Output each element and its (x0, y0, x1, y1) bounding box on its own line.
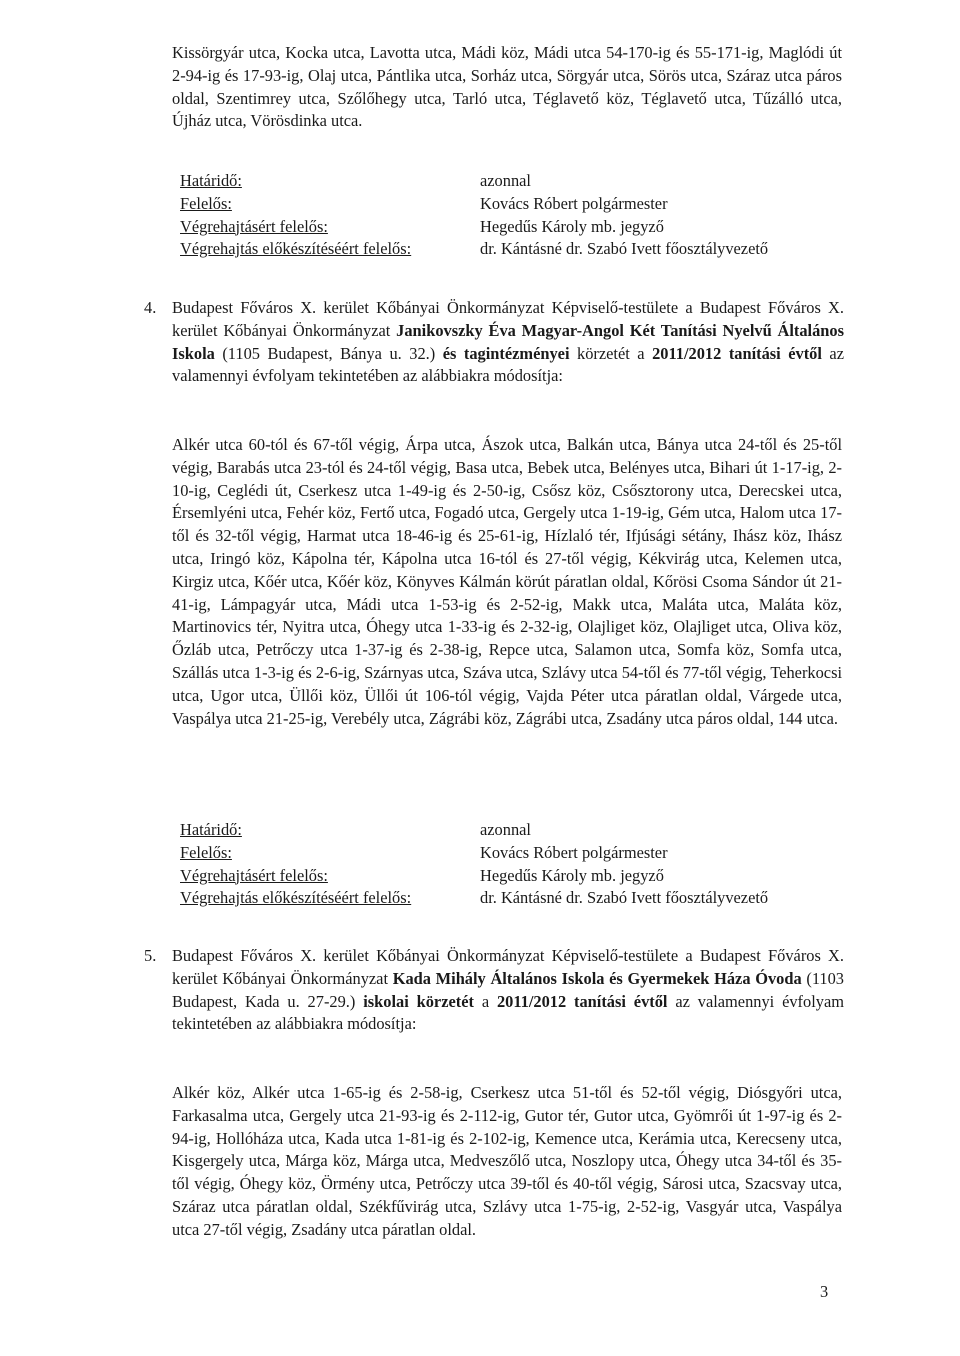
deadline-value: azonnal (480, 171, 531, 190)
execution-responsible-row (180, 865, 860, 888)
school-name: Kada Mihály Általános Iskola és Gyermekek Háza Óvoda (392, 968, 802, 988)
resolution-item-4 (144, 297, 844, 388)
item-text: a (473, 991, 497, 1011)
preparation-responsible-row (180, 887, 860, 910)
deadline-row (180, 170, 860, 193)
item-number: 5. (144, 946, 157, 965)
preparation-responsible-value: dr. Kántásné dr. Szabó Ivett főosztályvezető (480, 888, 769, 908)
responsible-row (180, 842, 860, 865)
school-year: 2011/2012 tanítási évtől (496, 991, 668, 1011)
responsibility-block-2 (180, 819, 860, 910)
school-address: (1103 Budapest, Kada u. 27-29.) (172, 968, 844, 1011)
item-4-street-list: Alkér utca 60-tól és 67-től végig, Árpa utca, Ászok utca, Balkán utca, Bánya utca 24-től és 25-től végig, Barabás utca 23-tól és 24-től végig, Basa utca, Bebek utca, Belényes utca, Bihari út 1-17-ig, 2-10-ig, Ceglédi út, Cserkesz utca 1-49-ig és 2-50-ig, Csősz köz, Csősztorony utca, Derecskei utca, Érsemlyéni utca, Fehér köz, Fertő utca, Fogadó utca, Gergely utca 1-19-ig, Gém utca, Halom utca 17-től és 32-től végig, Harmat utca 18-46-ig és 25-61-ig, Hízlaló tér, Ifjúsági sétány, Ihász köz, Ihász utca, Iringó köz, Kápolna tér, Kápolna utca 16-tól és 27-től végig, Kékvirág utca, Kelemen utca, Kirgiz utca, Kőér utca, Kőér köz, Könyves Kálmán körút páratlan oldal, Kőrösi Csoma Sándor út 21-41-ig, Lámpagyár utca, Mádi utca 1-53-ig és 2-52-ig, Makk utca, Maláta utca, Maláta köz, Martinovics tér, Nyitra utca, Óhegy utca 1-33-ig és 2-32-ig, Olajliget köz, Olajliget utca, Oliva köz, Őzláb utca, Petrőczy utca 1-37-ig és 2-38-ig, Repce utca, Salamon utca, Somfa köz, Somfa utca, Szállás utca 1-3-ig és 2-6-ig, Szárnyas utca, Száva utca, Szlávy utca 54-től és 77-től végig, Teherkocsi utca, Ugor utca, Üllői köz, Üllői út 106-tól végig, Vajda Péter utca páratlan oldal, Várgede utca, Vaspálya utca 21-25-ig, Verebély utca, Zágrábi köz, Zágrábi utca, Zsadány utca páros oldal, 144 utca. (172, 435, 842, 728)
continuation-street-list: Kissörgyár utca, Kocka utca, Lavotta utca, Mádi köz, Mádi utca 54-170-ig és 55-171-ig, Maglódi út 2-94-ig és 17-93-ig, Olaj utca, Pántlika utca, Sorház utca, Sörgyár utca, Sörös utca, Száraz utca páros oldal, Szentimrey utca, Szőlőhegy utca, Tarló utca, Téglavető köz, Téglavető utca, Tűzálló utca, Újház utca, Vörösdinka utca. (172, 43, 842, 131)
execution-responsible-label: Végrehajtásért felelős: (180, 216, 328, 236)
preparation-responsible-label: Végrehajtás előkészítéséért felelős: (180, 239, 412, 259)
execution-responsible-value: Hegedűs Károly mb. jegyző (480, 216, 664, 236)
responsible-label: Felelős: (180, 842, 232, 862)
deadline-row (180, 819, 860, 842)
school-district: iskolai körzetét (363, 991, 474, 1011)
school-address: (1105 Budapest, Bánya u. 32.) (214, 343, 443, 363)
preparation-responsible-value: dr. Kántásné dr. Szabó Ivett főosztályvezető (480, 239, 769, 259)
responsible-value: Kovács Róbert polgármester (480, 842, 668, 862)
member-institutions: és tagintézményei (442, 343, 570, 363)
page-number: 3 (820, 1282, 829, 1301)
deadline-label: Határidő: (180, 171, 242, 190)
item-text: Budapest Főváros X. kerület Kőbányai Önkormányzat Képviselő-testülete a Budapest Főváros X. kerület Kőbányai Önkormányzat (172, 946, 844, 988)
preparation-responsible-row (180, 238, 860, 261)
execution-responsible-row (180, 216, 860, 239)
deadline-value: azonnal (480, 820, 531, 839)
deadline-label: Határidő: (180, 820, 242, 839)
item-text: Budapest Főváros X. kerület Kőbányai Önkormányzat Képviselő-testülete a Budapest Főváros X. kerület Kőbányai Önkormányzat (172, 298, 844, 340)
item-number: 4. (144, 298, 157, 317)
responsible-row (180, 193, 860, 216)
responsible-label: Felelős: (180, 193, 232, 213)
item-text: az valamennyi évfolyam tekintetében az alábbiakra módosítja: (172, 991, 844, 1034)
item-5-street-list: Alkér köz, Alkér utca 1-65-ig és 2-58-ig, Cserkesz utca 51-től és 52-től végig, Diósgyőri utca, Farkasalma utca, Gergely utca 21-93-ig és 2-112-ig, Gutor tér, Gutor utca, Gyömrői út 1-97-ig és 2-94-ig, Hollóháza utca, Kada utca 1-81-ig és 2-102-ig, Kemence utca, Kerámia utca, Kerecseny utca, Kisgergely utca, Márga köz, Márga utca, Medveszőlő utca, Noszlopy utca, Óhegy utca 34-től és 35-től végig, Óhegy köz, Örmény utca, Petrőczy utca 39-től és 40-től végig, Sárosi utca, Szacsvay utca, Száraz utca páratlan oldal, Székfűvirág utca, Szlávy utca 1-75-ig, 2-52-ig, Vasgyár utca, Vaspálya utca 27-től végig, Zsadány utca páratlan oldal. (172, 1083, 842, 1239)
responsibility-block-1 (180, 170, 860, 261)
preparation-responsible-label: Végrehajtás előkészítéséért felelős: (180, 888, 412, 908)
execution-responsible-label: Végrehajtásért felelős: (180, 865, 328, 885)
responsible-value: Kovács Róbert polgármester (480, 193, 668, 213)
execution-responsible-value: Hegedűs Károly mb. jegyző (480, 865, 664, 885)
school-name: Janikovszky Éva Magyar-Angol Két Tanítási Nyelvű Általános Iskola (172, 320, 844, 363)
school-year: 2011/2012 tanítási évtől (652, 343, 822, 363)
item-body (172, 297, 844, 388)
item-body (172, 945, 844, 1036)
resolution-item-5 (144, 945, 844, 1036)
item-text: körzetét a (569, 343, 653, 363)
item-text: az valamennyi évfolyam tekintetében az alábbiakra módosítja: (172, 343, 844, 386)
